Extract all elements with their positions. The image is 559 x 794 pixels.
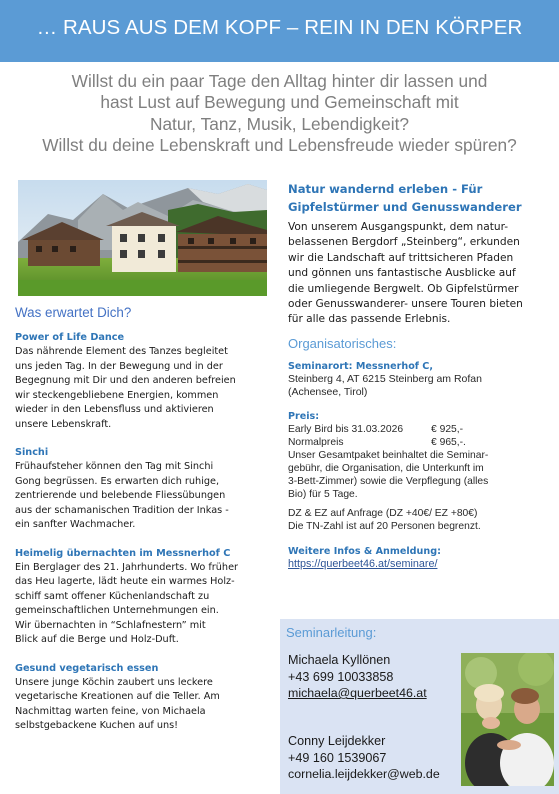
text-line: zentrierende und belebende Fliessübungen: [15, 490, 226, 501]
price-value: € 965,-.: [431, 436, 466, 448]
text-line: Frühaufsteher können den Tag mit Sinchi: [15, 461, 214, 472]
text-line: Gong begrüssen. Es erwarten dich ruhige,: [15, 475, 220, 487]
text-line: uns jeden Tag. In der Bewegung und in der: [15, 360, 223, 372]
header-banner: [0, 0, 559, 62]
text-line: selbstgebackene Kuchen auf uns!: [15, 720, 179, 731]
organisation-title: Organisatorisches:: [288, 335, 397, 351]
sinchi-section: [15, 446, 277, 533]
text-line: Unser Gesamtpaket beinhaltet die Seminar-: [288, 449, 489, 461]
text-line: oder Genusswanderer- unsere Touren bieten: [288, 298, 523, 311]
text-line: vegetarische Kreationen auf die Teller. Am: [15, 691, 220, 702]
section-text: [15, 345, 277, 432]
text-line: Steinberg 4, AT 6215 Steinberg am Rofan: [288, 372, 482, 385]
text-line: 3-Bett-Zimmer) sowie die Verpflegung (alles: [288, 475, 489, 487]
text-line: schiff samt offener Küchenlandschaft zu: [15, 590, 210, 602]
intro-line: Willst du deine Lebenskraft und Lebensfreude wieder spüren?: [42, 134, 517, 155]
leader-phone: +49 160 1539067: [288, 750, 387, 765]
text-line: Von unserem Ausgangspunkt, dem natur-: [288, 221, 509, 233]
hiking-text: [288, 220, 550, 328]
seminar-leaders-box: [280, 619, 559, 794]
leaders-photo-image: [461, 653, 554, 786]
intro-line: Willst du ein paar Tage den Alltag hinter dir lassen und: [71, 71, 488, 91]
expectations-title: Was erwartet Dich?: [15, 305, 132, 320]
text-line: ein sanfter Wachmacher.: [15, 519, 136, 530]
dance-section: [15, 331, 277, 432]
text-line: die umliegende Bergwelt. Ob Gipfelstürmer: [288, 282, 519, 295]
accommodation-section: [15, 547, 277, 648]
headline-line: Natur wandernd erleben - Für: [288, 182, 483, 196]
section-text: [15, 460, 277, 533]
price-row: [288, 423, 550, 436]
text-line: belassenen Bergdorf „Steinberg“, erkunden: [288, 236, 520, 249]
farmhouse-photo-image: [18, 180, 267, 296]
text-line: gebühr, die Organisation, die Unterkunft im: [288, 462, 484, 474]
text-line: Wir übernachten in “Schlafnestern” mit: [15, 619, 206, 631]
text-line: wir steckengebliebene Energien, kommen: [15, 389, 219, 401]
text-line: Begegnung mit Dir und den anderen befreien: [15, 375, 236, 386]
page-title: … RAUS AUS DEM KOPF – REIN IN DEN KÖRPER: [36, 16, 523, 39]
right-column: [288, 180, 550, 570]
farmhouse-photo: [18, 180, 267, 296]
section-heading: Sinchi: [15, 447, 49, 458]
seminar-location-label: Seminarort: Messnerhof C,: [288, 360, 433, 372]
text-line: gemeinschaftlichen Unternehmungen ein.: [15, 605, 219, 616]
price-row: [288, 436, 550, 449]
registration-link[interactable]: https://querbeet46.at/seminare/: [288, 557, 438, 570]
price-name: Normalpreis: [288, 436, 344, 448]
leader-name: Conny Leijdekker: [288, 734, 386, 748]
leader-name: Michaela Kyllönen: [288, 653, 391, 667]
leader-contact: [288, 652, 427, 702]
text-line: Das nährende Element des Tanzes begleitet: [15, 346, 228, 357]
text-line: wieder in den Lebensfluss und aktivieren: [15, 404, 214, 415]
text-line: Nachmittag warten feine, von Michaela: [15, 705, 206, 717]
food-section: [15, 662, 277, 734]
text-line: Die TN-Zahl ist auf 20 Personen begrenzt.: [288, 520, 481, 532]
text-line: für alle das passende Erlebnis.: [288, 313, 451, 326]
price-name: Early Bird bis 31.03.2026: [288, 423, 404, 435]
text-line: und gönnen uns fantastische Ausblicke auf: [288, 267, 516, 280]
seminar-location: [288, 373, 550, 400]
leader-contact: [288, 733, 440, 783]
info-label: Weitere Infos & Anmeldung:: [288, 545, 441, 557]
price-list: [288, 423, 550, 501]
price-label: Preis:: [288, 410, 320, 422]
leader-email[interactable]: cornelia.leijdekker@web.de: [288, 767, 440, 781]
price-value: € 925,-: [431, 423, 464, 435]
text-line: Ein Berglager des 21. Jahrhunderts. Wo früher: [15, 561, 239, 573]
section-text: [15, 561, 277, 648]
leader-email[interactable]: michaela@querbeet46.at: [288, 686, 427, 700]
section-text: [15, 676, 277, 734]
section-heading: Gesund vegetarisch essen: [15, 662, 159, 674]
leaders-title: Seminarleitung:: [286, 625, 377, 640]
text-line: Bio) für 5 Tage.: [288, 488, 358, 500]
text-line: Unsere junge Köchin zaubert uns leckere: [15, 676, 213, 688]
section-heading: Power of Life Dance: [15, 332, 125, 343]
left-column: [15, 305, 277, 748]
text-line: das Heu lagerte, lädt heute ein warmes Holz-: [15, 576, 235, 587]
hiking-headline: [288, 180, 550, 216]
intro-line: hast Lust auf Bewegung und Gemeinschaft mit: [100, 92, 459, 113]
text-line: Blick auf die Berge und Holz-Duft.: [15, 634, 179, 645]
headline-line: Gipfelstürmer und Genusswanderer: [288, 200, 522, 214]
text-line: DZ & EZ auf Anfrage (DZ +40€/ EZ +80€): [288, 507, 478, 519]
room-notes: [288, 507, 550, 533]
leaders-photo: [461, 653, 554, 786]
intro-line: Natur, Tanz, Musik, Lebendigkeit?: [149, 113, 410, 134]
leader-phone: +43 699 10033858: [288, 669, 394, 684]
text-line: unsere Lebenskraft.: [15, 418, 112, 430]
intro-text: [0, 71, 559, 156]
text-line: wir die Landschaft auf trittsicheren Pfaden: [288, 251, 514, 264]
text-line: (Achensee, Tirol): [288, 386, 368, 399]
section-heading: Heimelig übernachten im Messnerhof C: [15, 547, 231, 559]
text-line: aus der schamanischen Tradition der Inkas -: [15, 504, 229, 516]
